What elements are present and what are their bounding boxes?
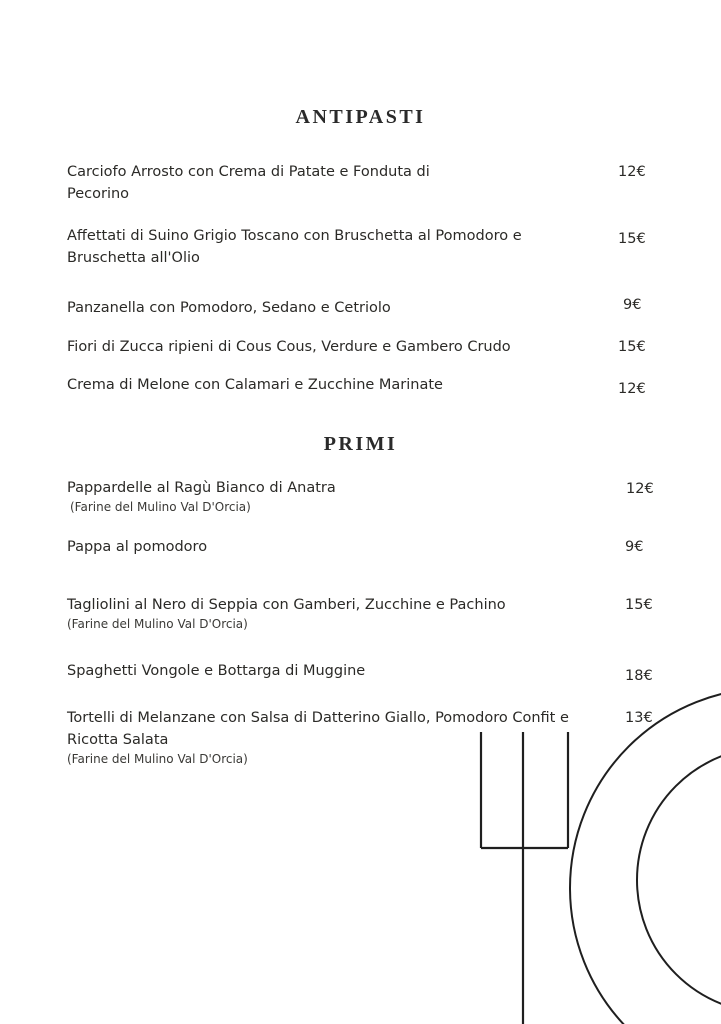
item-name: Spaghetti Vongole e Bottarga di Muggine — [67, 663, 366, 679]
item-note: (Farine del Mulino Val D'Orcia) — [70, 500, 251, 514]
item-price: 9€ — [623, 297, 642, 313]
item-name: Carciofo Arrosto con Crema di Patate e Fonduta di Pecorino — [67, 164, 430, 202]
menu-item — [67, 707, 615, 767]
item-price: 9€ — [625, 539, 644, 555]
item-name: Pappardelle al Ragù Bianco di Anatra — [67, 480, 336, 496]
item-name: Crema di Melone con Calamari e Zucchine Marinate — [67, 377, 443, 393]
item-note: (Farine del Mulino Val D'Orcia) — [67, 617, 248, 631]
menu-item — [67, 297, 612, 319]
item-name: Panzanella con Pomodoro, Sedano e Cetriolo — [67, 300, 391, 316]
menu-item — [67, 660, 612, 682]
item-price: 15€ — [618, 231, 646, 247]
menu-item — [67, 536, 612, 558]
menu-item — [67, 225, 557, 269]
menu-item — [67, 374, 612, 396]
menu-item — [67, 336, 612, 358]
item-price: 15€ — [625, 597, 653, 613]
menu-item — [67, 161, 467, 205]
item-name: Pappa al pomodoro — [67, 539, 208, 555]
menu-item — [67, 594, 612, 632]
item-name: Tagliolini al Nero di Seppia con Gamberi, Zucchine e Pachino — [67, 597, 506, 613]
section-title-antipasti: ANTIPASTI — [295, 106, 426, 128]
item-name: Affettati di Suino Grigio Toscano con Bruschetta al Pomodoro e Bruschetta all'Olio — [67, 228, 522, 266]
menu-item — [67, 477, 612, 515]
item-price: 12€ — [626, 481, 654, 497]
fork-icon — [481, 732, 568, 1024]
item-price: 12€ — [618, 164, 646, 180]
item-price: 13€ — [625, 710, 653, 726]
item-price: 12€ — [618, 381, 646, 397]
item-note: (Farine del Mulino Val D'Orcia) — [67, 752, 248, 766]
item-name: Tortelli di Melanzane con Salsa di Datterino Giallo, Pomodoro Confit e Ricotta Salata — [67, 710, 569, 748]
section-title-primi: PRIMI — [323, 433, 398, 455]
item-price: 18€ — [625, 668, 653, 684]
item-name: Fiori di Zucca ripieni di Cous Cous, Verdure e Gambero Crudo — [67, 339, 511, 355]
item-price: 15€ — [618, 339, 646, 355]
